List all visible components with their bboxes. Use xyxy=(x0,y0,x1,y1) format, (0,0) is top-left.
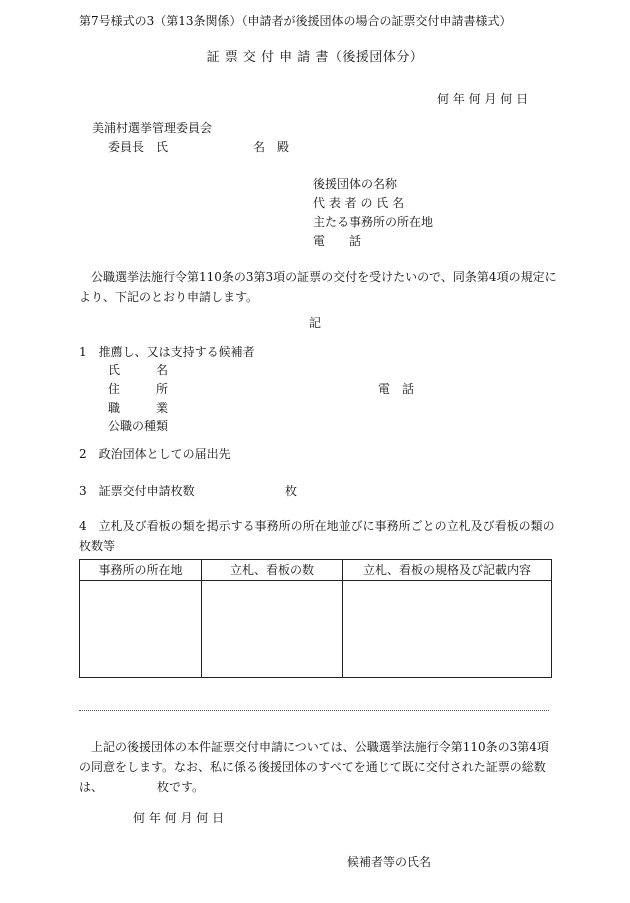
table-header-row xyxy=(80,560,552,581)
applicant-office-address-label: 主たる事務所の所在地 xyxy=(313,215,434,229)
table-cell-sign-count[interactable] xyxy=(202,581,343,678)
sign-office-table xyxy=(79,559,552,678)
addressee-name-suffix: 名 殿 xyxy=(253,140,290,154)
table-cell-sign-spec[interactable] xyxy=(343,581,552,678)
candidate-office-type-field-label: 公職の種類 xyxy=(108,419,169,433)
table-row xyxy=(80,581,552,678)
item4-sign-offices-heading: 4 立札及び看板の類を掲示する事務所の所在地並びに事務所ごとの立札及び看板の類の枚数等 xyxy=(79,519,555,553)
note-heading: 記 xyxy=(308,316,321,330)
candidate-signature-label: 候補者等の氏名 xyxy=(347,855,432,869)
date-line: 何 年 何 月 何 日 xyxy=(437,92,529,106)
document-title: 証 票 交 付 申 請 書（後援団体分） xyxy=(206,50,424,65)
addressee-chair: 委員長 氏 xyxy=(108,140,169,154)
date-line-bottom: 何 年 何 月 何 日 xyxy=(133,811,225,825)
candidate-name-field-label: 氏 名 xyxy=(108,363,169,377)
application-statement: 公職選挙法施行令第110条の3第3項の証票の交付を受けたいので、同条第4項の規定により、下記のとおり申請します。 xyxy=(79,270,557,304)
item3-certificate-count-heading: 3 証票交付申請枚数 xyxy=(79,484,195,498)
item1-candidate-heading: 1 推薦し、又は支持する候補者 xyxy=(79,345,255,359)
item2-political-group-heading: 2 政治団体としての届出先 xyxy=(79,447,231,461)
table-header-office-location: 事務所の所在地 xyxy=(80,560,202,581)
table-header-sign-spec: 立札、看板の規格及び記載内容 xyxy=(343,560,552,581)
item3-count-unit: 枚 xyxy=(285,484,298,498)
form-number-header: 第7号様式の3（第13条関係）（申請者が後援団体の場合の証票交付申請書様式） xyxy=(79,14,512,28)
addressee-organization: 美浦村選挙管理委員会 xyxy=(92,121,213,135)
dotted-separator xyxy=(79,710,549,711)
table-cell-office-location[interactable] xyxy=(80,581,202,678)
applicant-phone-label: 電 話 xyxy=(313,234,362,248)
candidate-address-field-label: 住 所 xyxy=(108,382,169,396)
applicant-representative-label: 代 表 者 の 氏 名 xyxy=(313,196,405,210)
table-header-sign-count: 立札、看板の数 xyxy=(202,560,343,581)
candidate-phone-field-label: 電 話 xyxy=(378,382,415,396)
applicant-group-name-label: 後援団体の名称 xyxy=(313,177,398,191)
candidate-consent-statement: 上記の後援団体の本件証票交付申請については、公職選挙法施行令第110条の3第4項の同意をします。なお、私に係る後援団体のすべてを通じて既に交付された証票の総数は、 枚です。 xyxy=(79,740,549,794)
candidate-occupation-field-label: 職 業 xyxy=(108,401,169,415)
